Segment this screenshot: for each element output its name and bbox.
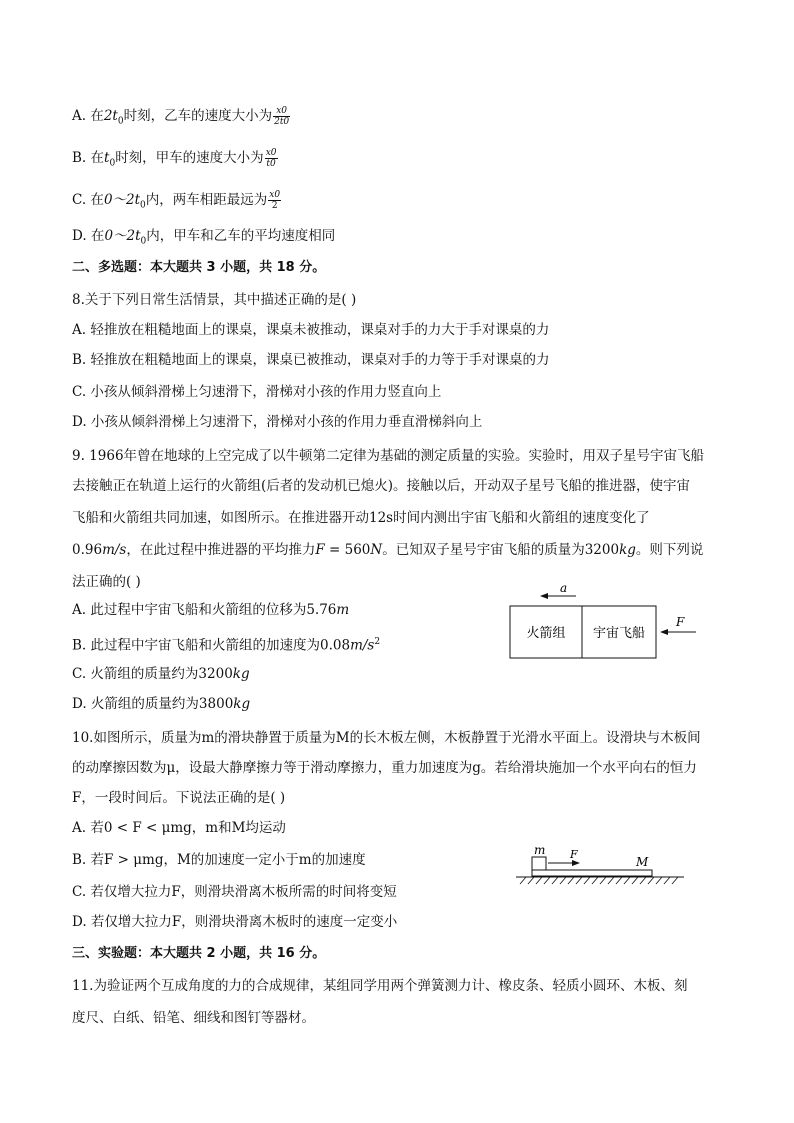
acceleration-arrowhead: [540, 593, 548, 599]
q10-option-c: C. 若仅增大拉力F，则滑块滑离木板所需的时间将变短: [72, 884, 397, 900]
ground-hatching: [520, 877, 678, 884]
long-board: [532, 870, 652, 876]
q9-stem-line4: 0.96m/s，在此过程中推进器的平均推力F = 560N。已知双子星号宇宙飞船的质量为3200kg。则下列说: [72, 542, 704, 558]
q8-option-d: D. 小孩从倾斜滑梯上匀速滑下，滑梯对小孩的作用力垂直滑梯斜向上: [72, 414, 483, 430]
q9-stem-line5: 法正确的( ): [72, 574, 141, 590]
q10-option-b: B. 若F > μmg，M的加速度一定小于m的加速度: [72, 852, 366, 868]
q9-stem-line1: 9. 1966年曾在地球的上空完成了以牛顿第二定律为基础的测定质量的实验。实验时，用双子星号宇宙飞船: [72, 448, 705, 464]
rocket-group-label: 火箭组: [526, 626, 566, 641]
q8-option-c: C. 小孩从倾斜滑梯上匀速滑下，滑梯对小孩的作用力竖直向上: [72, 384, 442, 400]
q11-stem-line1: 11.为验证两个互成角度的力的合成规律，某组同学用两个弹簧测力计、橡皮条、轻质小圆环、木板、刻: [72, 978, 688, 994]
force-label: F: [570, 848, 578, 861]
q10-stem-line1: 10.如图所示，质量为m的滑块静置于质量为M的长木板左侧，木板静置于光滑水平面上。设滑块与木板间: [72, 730, 701, 746]
rocket-spacecraft-figure: [500, 578, 710, 668]
q9-option-b: B. 此过程中宇宙飞船和火箭组的加速度为$0.08m/s^2$: [72, 637, 381, 654]
q9-option-c: C. 火箭组的质量约为3200kg: [72, 666, 250, 682]
fraction: $\frac{x0}{2}$: [269, 190, 281, 211]
q9-option-a: A. 此过程中宇宙飞船和火箭组的位移为5.76m: [72, 602, 350, 618]
q9-stem-line3: 飞船和火箭组共同加速，如图所示。在推进器开动12s时间内测出宇宙飞船和火箭组的速度变化了: [72, 510, 650, 526]
spacecraft-label: 宇宙飞船: [592, 626, 646, 641]
thrust-label: F: [676, 615, 685, 629]
q7-option-c: C. 在$0\sim 2t_0$内，两车相距最远为 $\frac{x0}{2}$: [72, 190, 281, 211]
q7-option-a: A. 在$2t_0$时刻，乙车的速度大小为 $\frac{x0}{2t0}$: [72, 106, 290, 127]
q10-option-d: D. 若仅增大拉力F，则滑块滑离木板时的速度一定变小: [72, 914, 398, 930]
q8-option-b: B. 轻推放在粗糙地面上的课桌，课桌已被推动，课桌对手的力等于手对课桌的力: [72, 352, 550, 368]
fraction: $\frac{x0}{t0}$: [265, 148, 277, 169]
section-heading-experiment: 三、实验题：本大题共 2 小题，共 16 分。: [72, 946, 326, 961]
q10-stem-line2: 的动摩擦因数为μ，设最大静摩擦力等于滑动摩擦力，重力加速度为g。若给滑块施加一个水平向右的恒力: [72, 760, 697, 776]
q9-stem-line2: 去接触正在轨道上运行的火箭组(后者的发动机已熄火)。接触以后，开动双子星号飞船的推进器，使宇宙: [72, 478, 691, 494]
fraction: $\frac{x0}{2t0}$: [274, 106, 290, 127]
section-heading-multiple-choice: 二、多选题：本大题共 3 小题，共 18 分。: [72, 260, 326, 275]
q11-stem-line2: 度尺、白纸、铅笔、细线和图钉等器材。: [72, 1010, 315, 1026]
q7-option-b: B. 在$t_0$时刻，甲车的速度大小为 $\frac{x0}{t0}$: [72, 148, 277, 169]
block: [532, 857, 546, 870]
q10-option-a: A. 若0 < F < μmg，m和M均运动: [72, 820, 286, 836]
q7-option-d: D. 在$0\sim 2t_0$内，甲车和乙车的平均速度相同: [72, 228, 336, 247]
q10-stem-line3: F，一段时间后。下说法正确的是( ): [72, 790, 286, 806]
q9-option-d: D. 火箭组的质量约为3800kg: [72, 696, 251, 712]
q8-stem: 8.关于下列日常生活情景，其中描述正确的是( ): [72, 292, 357, 308]
q8-option-a: A. 轻推放在粗糙地面上的课桌，课桌未被推动，课桌对手的力大于手对课桌的力: [72, 322, 550, 338]
block-mass-label: m: [534, 843, 546, 857]
acceleration-label: a: [560, 581, 568, 595]
thrust-arrowhead: [660, 629, 668, 635]
block-board-figure: [512, 840, 692, 892]
board-mass-label: M: [636, 855, 649, 869]
